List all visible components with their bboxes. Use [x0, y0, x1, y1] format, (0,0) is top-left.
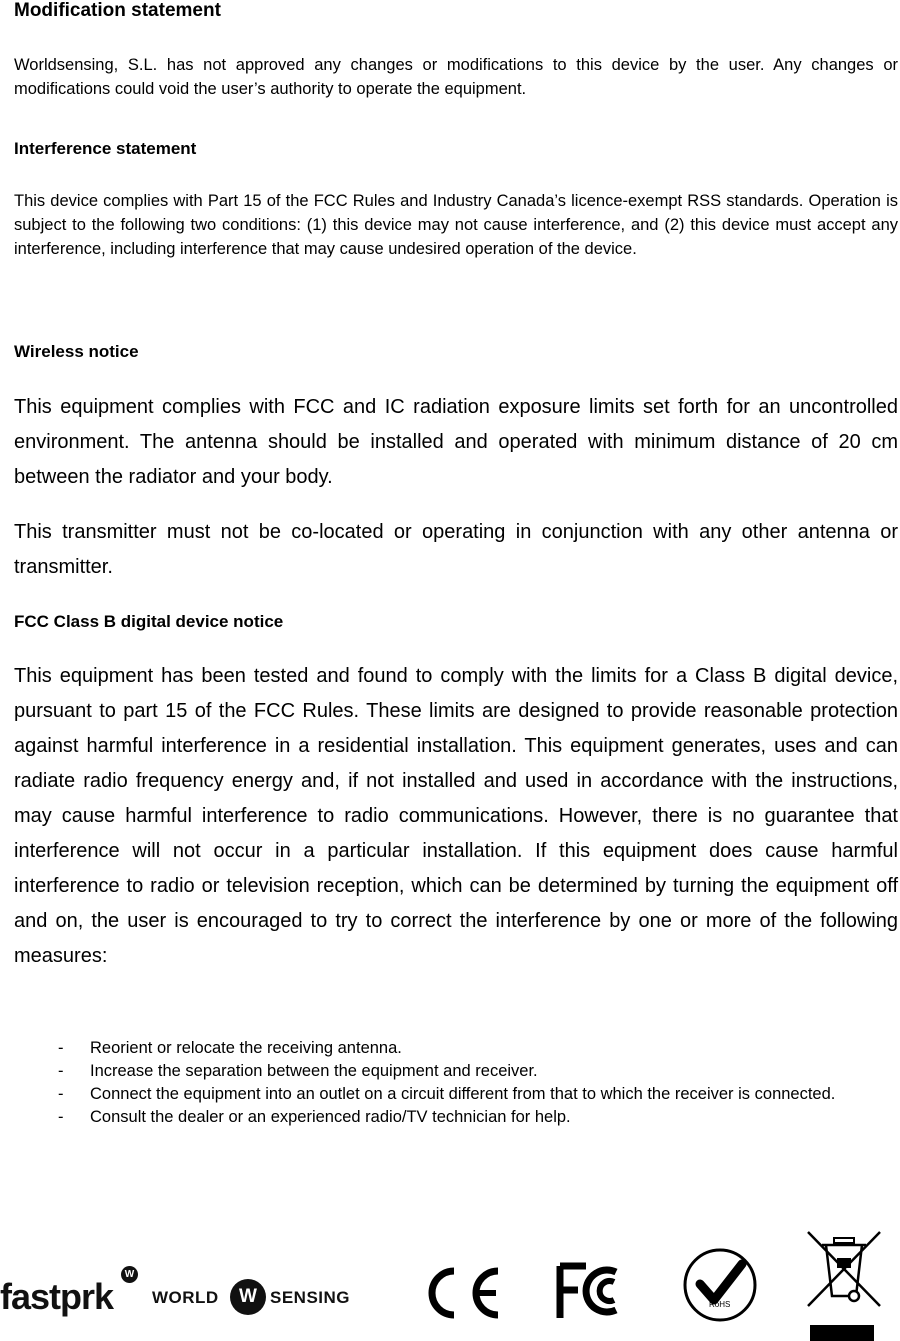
fcc-class-b-heading: FCC Class B digital device notice: [14, 612, 284, 631]
footer-logos: [0, 1228, 900, 1341]
list-item: - Connect the equipment into an outlet on a circuit different from that to which the receiver is connected.: [58, 1085, 836, 1103]
modification-section: [14, 0, 898, 22]
interference-heading: Interference statement: [14, 139, 197, 158]
fcc-class-b-body: This equipment has been tested and found to comply with the limits for a Class B digital device, pursuant to part 15 of the FCC Rules. These limits are designed to provide reasonable protection against harmful interference in a residential installation. This equipment generates, uses and can radiate radio frequency energy and, if not installed and used in accordance with the instructions, may cause harmful interference to radio communications. However, there is no guarantee that interference will not occur in a particular installation. If this equipment does cause harmful interference to radio or television reception, which can be determined by turning the equipment off and on, the user is encouraged to try to correct the interference by one or more of the following measures:: [14, 665, 898, 967]
fastprk-mark-icon: W: [121, 1266, 138, 1283]
list-item: - Increase the separation between the equipment and receiver.: [58, 1062, 538, 1080]
list-item: - Consult the dealer or an experienced radio/TV technician for help.: [58, 1108, 571, 1126]
modification-heading: Modification statement: [14, 0, 221, 21]
measures-list: [14, 1037, 898, 1129]
modification-body: Worldsensing, S.L. has not approved any changes or modifications to this device by the user. Any changes or modifications could void the user’s authority to operate the equipment.: [14, 56, 898, 98]
weee-bin-icon: [804, 1228, 882, 1341]
rohs-label: RoHS: [709, 1300, 731, 1309]
interference-body: This device complies with Part 15 of the FCC Rules and Industry Canada’s licence-exempt RSS standards. Operation is subject to the following two conditions: (1) this device may not cause interference, and (2) this device must accept any interference, including interference that may cause undesired operation of the device.: [14, 192, 898, 258]
wireless-body-2: This transmitter must not be co-located or operating in conjunction with any other antenna or transmitter.: [14, 521, 898, 578]
worldsensing-logo: WORLD W SENSING: [152, 1278, 352, 1318]
list-item: - Reorient or relocate the receiving antenna.: [58, 1039, 402, 1057]
rohs-icon: [680, 1246, 760, 1324]
worldsensing-mark-icon: W: [230, 1279, 266, 1315]
fcc-mark-icon: [556, 1262, 630, 1320]
fastprk-logo: fastprk W: [0, 1266, 150, 1316]
ce-mark-icon: [418, 1263, 504, 1323]
wireless-body-1: This equipment complies with FCC and IC radiation exposure limits set forth for an uncontrolled environment. The antenna should be installed and operated with minimum distance of 20 cm between the radiator and your body.: [14, 396, 898, 488]
wireless-heading: Wireless notice: [14, 342, 139, 361]
